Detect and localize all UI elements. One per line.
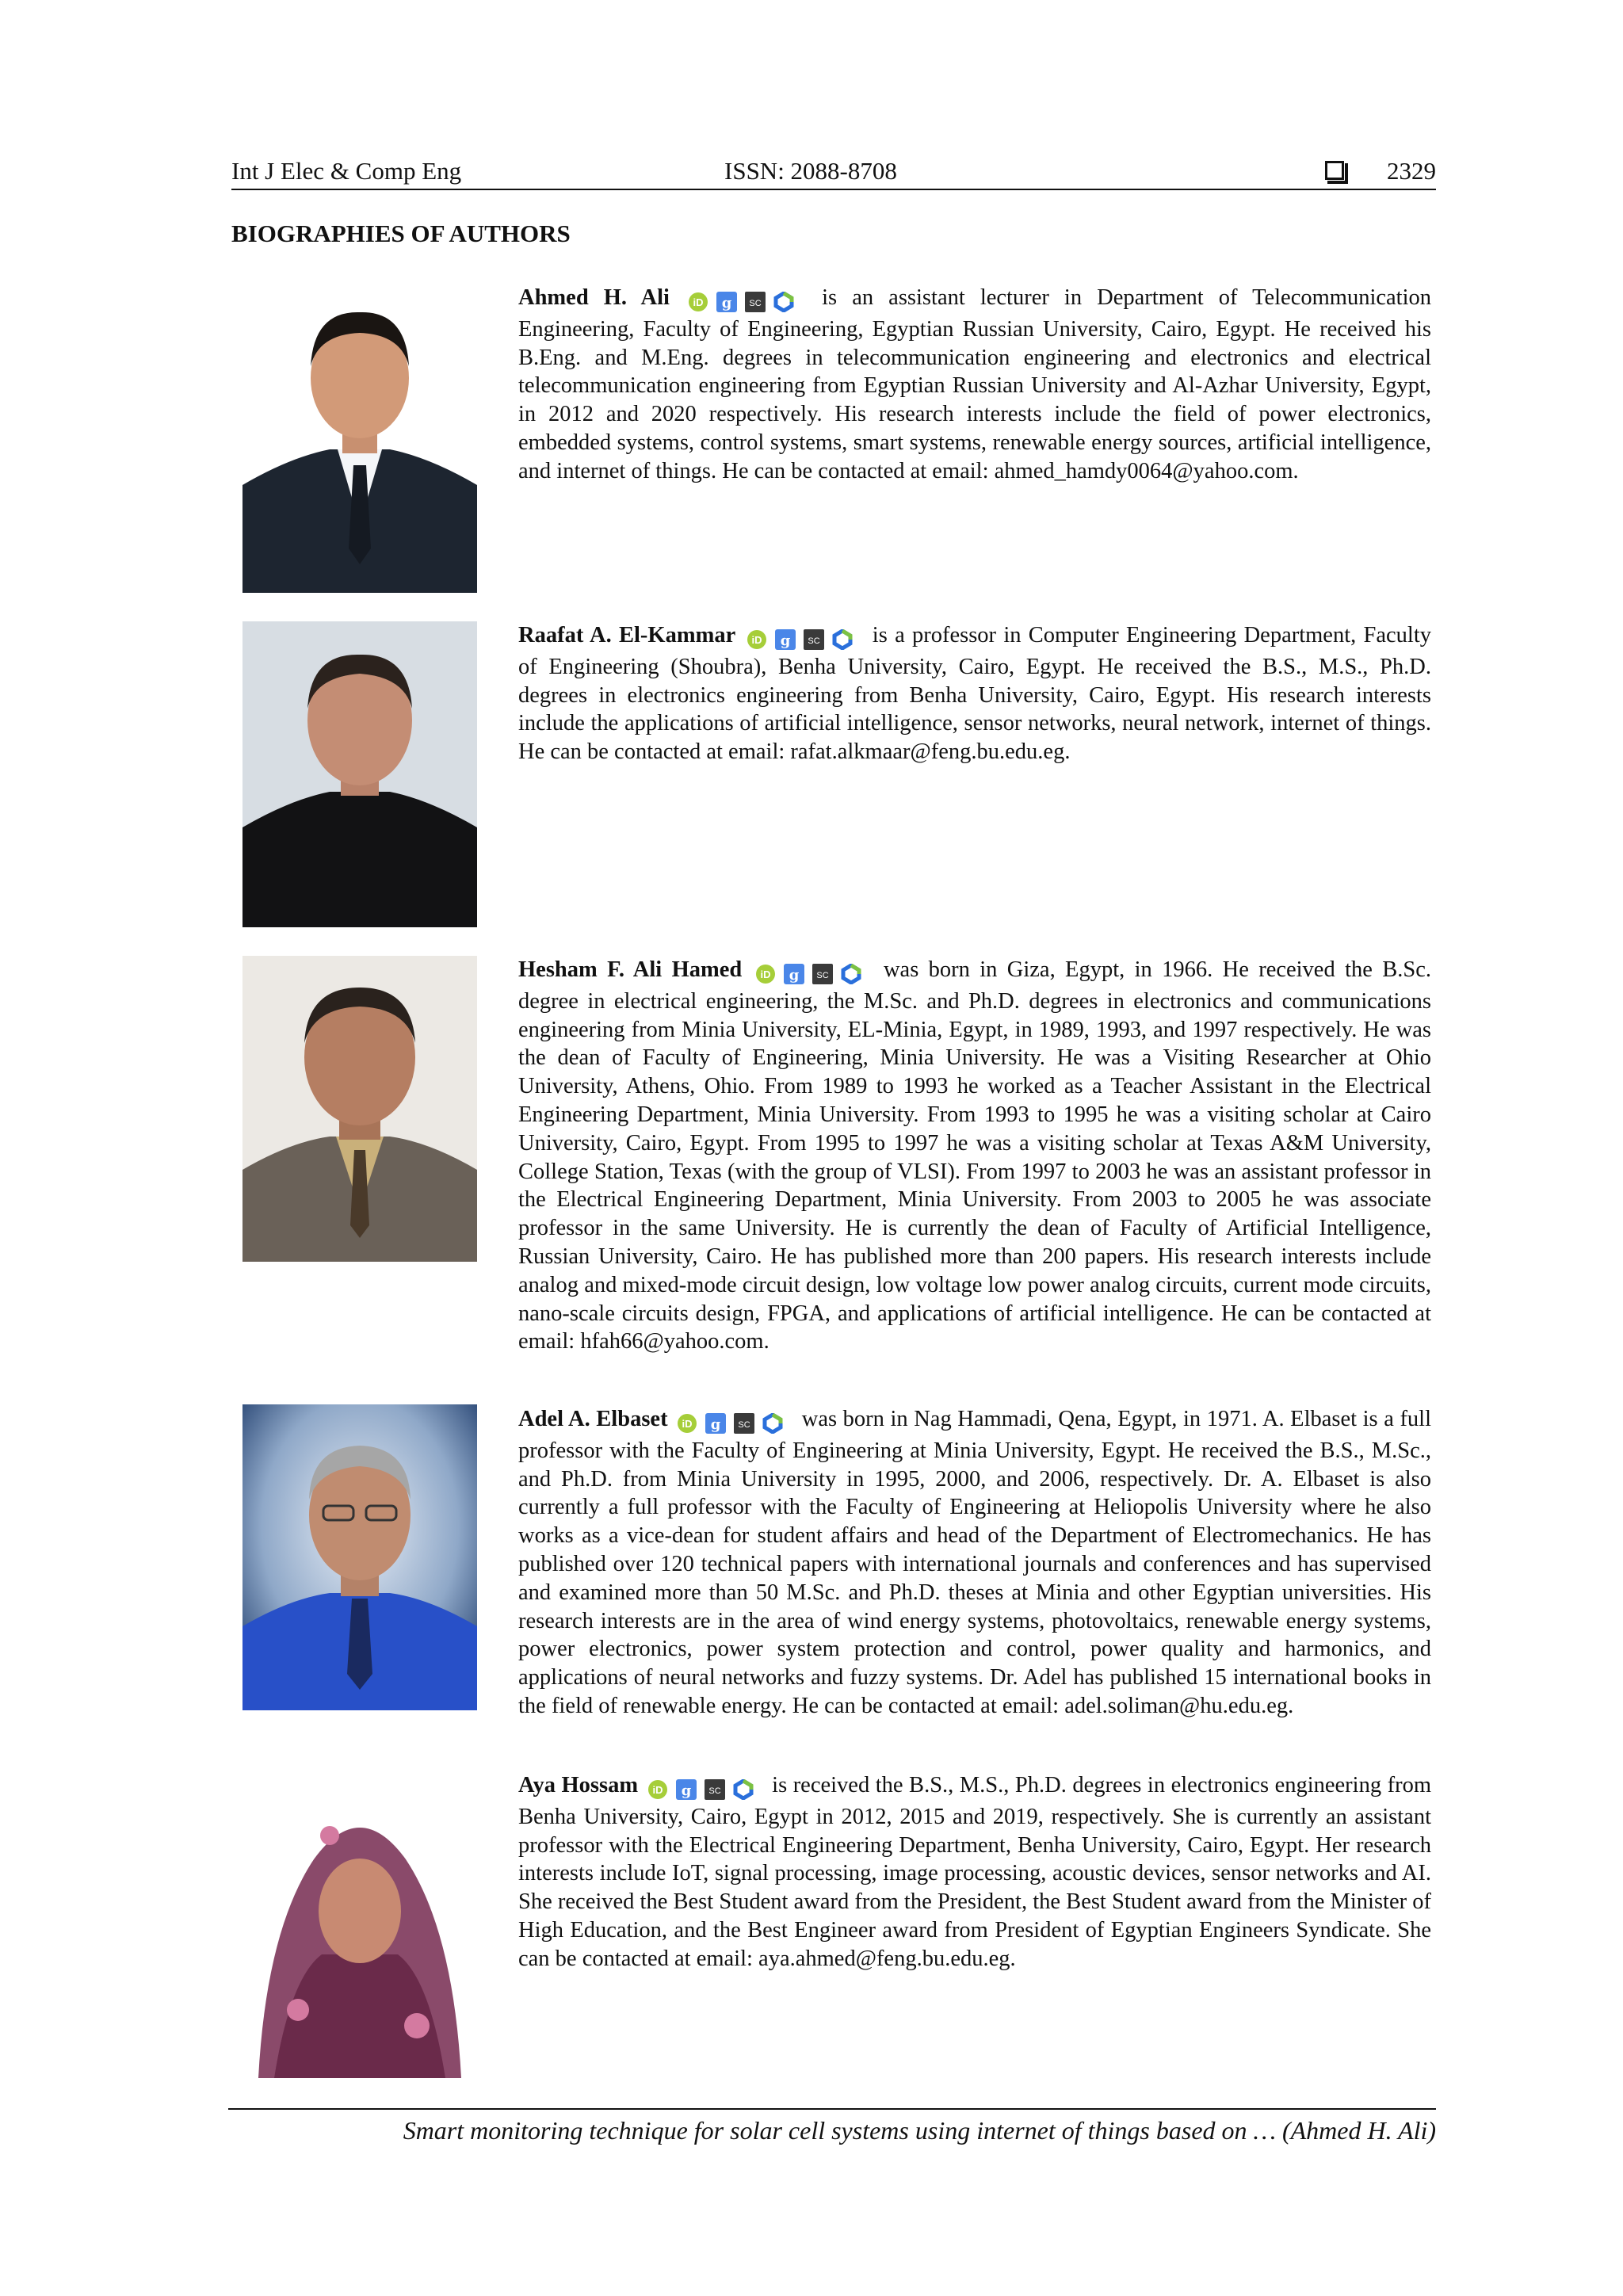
svg-text:SC: SC [738,1420,750,1431]
footer-rule [228,2108,1436,2110]
svg-text:iD: iD [693,296,704,309]
author-name: Adel A. Elbaset [518,1407,668,1431]
google-scholar-icon[interactable] [716,292,737,312]
svg-text:iD: iD [760,968,771,981]
profile-icons [747,625,861,653]
svg-text:g: g [789,967,799,984]
author-name: Aya Hossam [518,1773,639,1797]
square-bullet-icon [1325,161,1344,180]
profile-icons [755,959,869,988]
author-bio-1 [518,284,1431,486]
svg-text:iD: iD [682,1418,693,1431]
author-bio-5 [518,1771,1431,1973]
scopus-icon[interactable] [734,1413,754,1434]
publons-icon[interactable] [733,1779,754,1800]
author-name: Hesham F. Ali Hamed [518,957,743,982]
profile-icons [677,1408,791,1437]
author-name: Ahmed H. Ali [518,285,670,310]
author-name: Raafat A. El-Kammar [518,623,736,648]
author-bio-4 [518,1405,1431,1721]
svg-text:g: g [681,1782,691,1800]
author-bio-text: is an assistant lecturer in Department of Telecommunication Engineering, Faculty of Engineering, Egyptian Russian University, Cairo, Egypt. He received his B.Eng. and M.Eng. degrees in telecommunication engineering and electronics and electrical telecommunication engineering from Egyptian Russian University and Al-Azhar University, Egypt, in 2012 and 2020 respectively. His research interests include the field of power electronics, embedded systems, control systems, smart systems, renewable energy sources, artificial intelligence, and internet of things. He can be contacted at email: ahmed_hamdy0064@yahoo.com. [518,285,1432,483]
google-scholar-icon[interactable] [705,1413,726,1434]
svg-text:iD: iD [652,1784,663,1797]
svg-text:SC: SC [708,1786,721,1797]
svg-text:g: g [721,295,732,312]
svg-text:SC: SC [807,636,820,647]
journal-name: Int J Elec & Comp Eng [231,157,462,185]
publons-icon[interactable] [762,1413,783,1434]
scopus-icon[interactable] [705,1779,725,1800]
orcid-icon[interactable] [647,1779,668,1800]
author-bio-2 [518,621,1431,766]
profile-icons [647,1775,762,1803]
author-bio-text: was born in Nag Hammadi, Qena, Egypt, in 1971. A. Elbaset is a full professor with the Faculty of Engineering at Minia University, Egypt. He received the B.S., M.Sc., and Ph.D. from Minia University in 1995, 2000, and 2006, respectively. Dr. A. Elbaset is also currently a full professor with the Faculty of Engineering at Heliopolis University where he also works as a vice-dean for student affairs and head of the Department of Electromechanics. He has published over 120 technical papers with international journals and conferences and has supervised and examined more than 50 M.Sc. and Ph.D. theses at Minia and other Egyptian universities. His research interests are in the area of wind energy systems, photovoltaics, renewable energy systems, power electronics, power system protection and control, power quality and harmonics, and applications of neural networks and fuzzy systems. Dr. Adel has published 15 international books in the field of renewable energy. He can be contacted at email: adel.soliman@hu.edu.eg. [518,1407,1432,1718]
author-photo-3 [242,956,477,1262]
profile-icons [688,287,802,315]
orcid-icon[interactable] [747,629,767,650]
running-header [231,157,1436,189]
author-bio-3 [518,956,1431,1356]
google-scholar-icon[interactable] [775,629,796,650]
issn: ISSN: 2088-8708 [724,157,897,185]
scopus-icon[interactable] [745,292,766,312]
author-bio-text: was born in Giza, Egypt, in 1966. He received the B.Sc. degree in electrical engineering, the M.Sc. and Ph.D. degrees in electronics and communications engineering from Minia University, EL-Minia, Egypt, in 1989, 1993, and 1997 respectively. He was the dean of Faculty of Engineering, Minia University. He was a Visiting Researcher at Ohio University, Athens, Ohio. From 1989 to 1993 he worked as a Teacher Assistant in the Electrical Engineering Department, Minia University. From 1993 to 1995 he was a visiting scholar at Cairo University, Cairo, Egypt. From 1995 to 1997 he was a visiting scholar at Texas A&M University, College Station, Texas (with the group of VLSI). From 1997 to 2003 he was an assistant professor in the Electrical Engineering Department, Minia University. From 2003 to 2005 he was associate professor in the same University. He is currently the dean of Faculty of Artificial Intelligence, Russian University, Cairo. He has published more than 200 papers. His research interests include analog and mixed-mode circuit design, low voltage low power analog circuits, current mode circuits, nano-scale circuits design, FPGA, and applications of artificial intelligence. He can be contacted at email: hfah66@yahoo.com. [518,957,1431,1354]
header-rule [231,189,1436,190]
publons-icon[interactable] [832,629,853,650]
author-photo-5 [242,1772,477,2078]
author-photo-2 [242,621,477,927]
orcid-icon[interactable] [677,1413,697,1434]
orcid-icon[interactable] [755,964,776,984]
publons-icon[interactable] [773,292,794,312]
orcid-icon[interactable] [688,292,708,312]
author-bio-text: is received the B.S., M.S., Ph.D. degrees in electronics engineering from Benha University, Cairo, Egypt in 2012, 2015 and 2019, respectively. She is currently an assistant professor with the Electrical Engineering Department, Benha University, Cairo, Egypt. Her research interests include IoT, signal processing, image processing, acoustic devices, sensor networks and AI. She received the Best Student award from the President, the Best Student award from the Minister of High Education, and the Best Engineer award from President of Egyptian Engineers Syndicate. She can be contacted at email: aya.ahmed@feng.bu.edu.eg. [518,1773,1432,1971]
author-photo-4 [242,1404,477,1710]
svg-text:iD: iD [751,634,762,647]
author-bio-text: is a professor in Computer Engineering Department, Faculty of Engineering (Shoubra), Benha University, Cairo, Egypt. He received the B.S., M.S., Ph.D. degrees in electronics engineering from Benha University, Cairo, Egypt. His research interests include the applications of artificial intelligence, sensor networks, neural network, internet of things. He can be contacted at email: rafat.alkmaar@feng.bu.edu.eg. [518,623,1432,765]
section-title: BIOGRAPHIES OF AUTHORS [231,220,571,247]
google-scholar-icon[interactable] [676,1779,697,1800]
svg-text:SC: SC [749,299,762,309]
running-footer: Smart monitoring technique for solar cell systems using internet of things based on … (Ahmed H. Ali) [403,2116,1436,2145]
svg-text:g: g [710,1416,721,1434]
author-photo-1 [242,287,477,593]
scopus-icon[interactable] [812,964,833,984]
page-number: 2329 [1387,157,1436,185]
google-scholar-icon[interactable] [784,964,804,984]
svg-text:SC: SC [815,971,829,981]
publons-icon[interactable] [841,964,861,984]
scopus-icon[interactable] [804,629,824,650]
svg-text:g: g [780,632,790,650]
